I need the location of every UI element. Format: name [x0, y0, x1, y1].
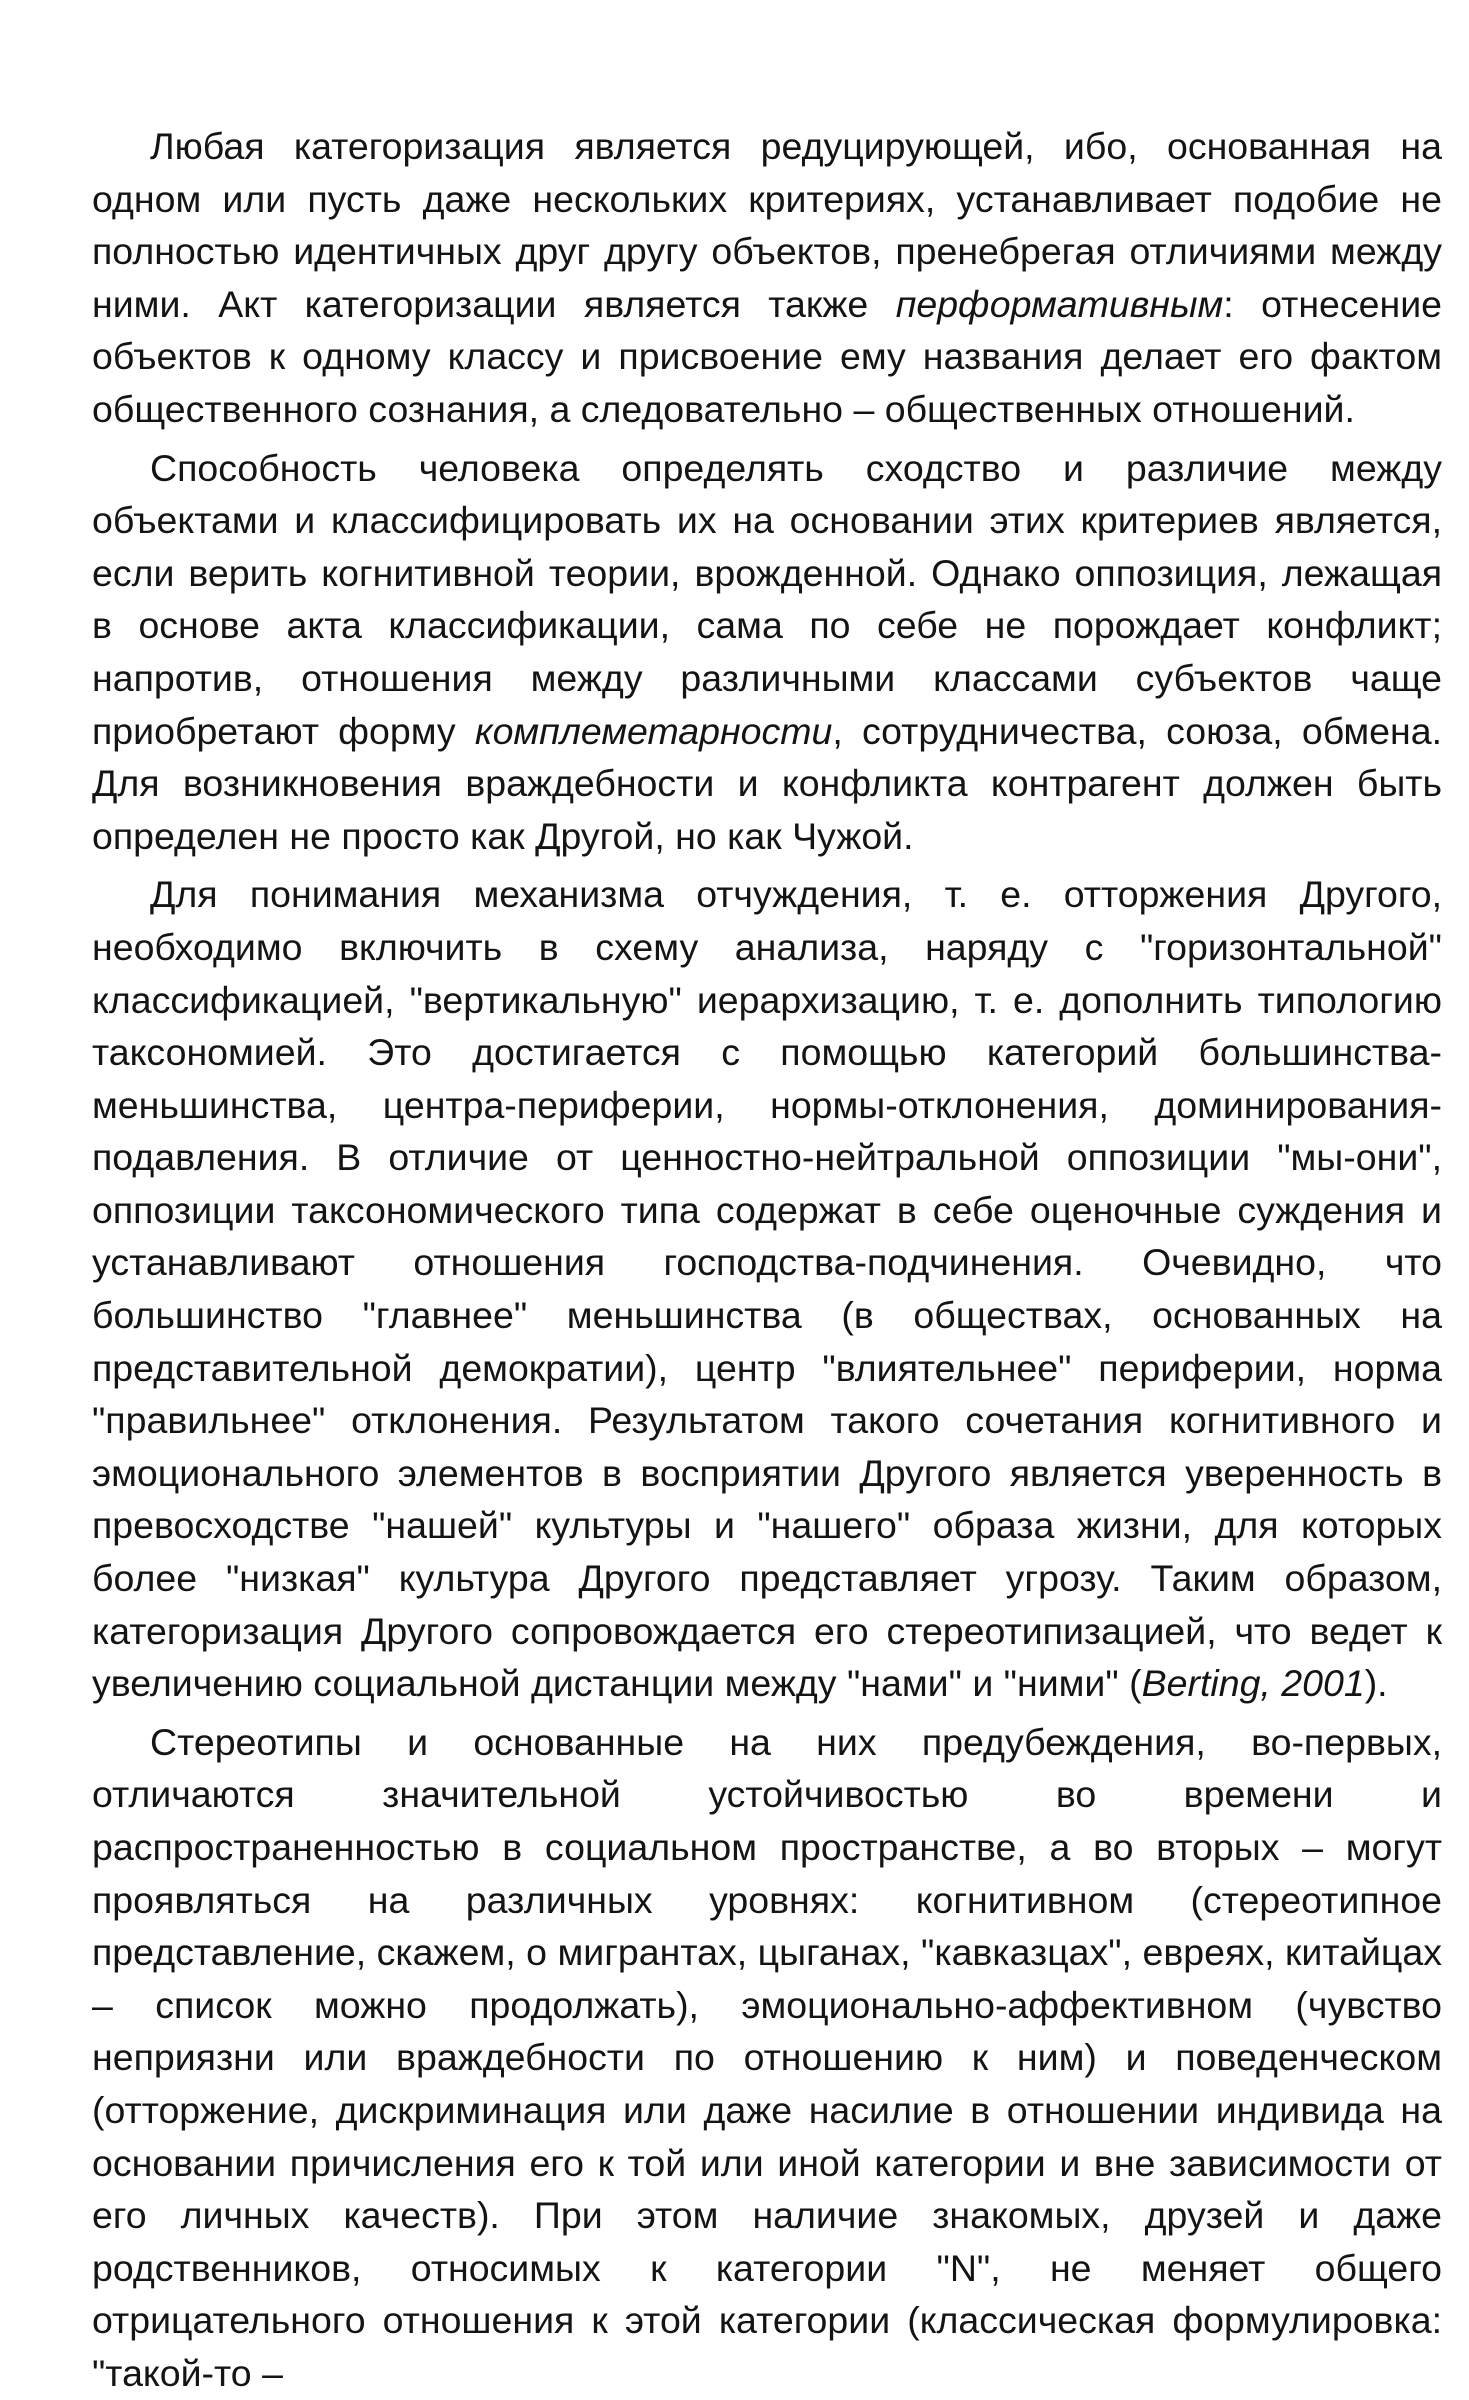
paragraph-3-text-a: Для понимания механизма отчуждения, т. е. отторжения Другого, необходимо включить в схему анализа, наряду с "горизонтальной" классификацией, "вертикальную" иерархизацию, т. е. дополнить типологию таксономией. Это достигается с помощью категорий большинства-меньшинства, центра-периферии, нормы-отклонения, доминирования-подавления. В отличие от ценностно-нейтральной оппозиции "мы-они", оппозиции таксономического типа содержат в себе оценочные суждения и устанавливают отношения господства-подчинения. Очевидно, что большинство "главнее" меньшинства (в обществах, основанных на представительной демократии), центр "влиятельнее" периферии, норма "правильнее" отклонения. Результатом такого сочетания когнитивного и эмоционального элементов в восприятии Другого является уверенность в превосходстве "нашей" культуры и "нашего" образа жизни, для которых более "низкая" культура Другого представляет угрозу. Таким образом, категоризация Другого сопровождается его стереотипизацией, что ведет к увеличению социальной дистанции между "нами" и "ними" ( [92, 873, 1442, 1705]
paragraph-1 [92, 120, 1442, 436]
paragraph-3 [92, 868, 1442, 1710]
paragraph-1-emphasis: перформативным [895, 282, 1224, 325]
page-text [92, 120, 1442, 2400]
paragraph-1-text-b: : отнесение объектов к одному классу и присвоение ему названия делает его фактом общественного сознания, а следовательно – общественных отношений. [92, 282, 1443, 430]
paragraph-2 [92, 442, 1442, 863]
paragraph-1-text-a: Любая категоризация является редуцирующей, ибо, основанная на одном или пусть даже нескольких критериях, устанавливает подобие не полностью идентичных друг другу объектов, пренебрегая отличиями между ними. Акт категоризации является также [92, 125, 1442, 325]
paragraph-4 [92, 1716, 1442, 2400]
paragraph-2-emphasis: комплеметарности [474, 709, 833, 752]
paragraph-3-citation: Berting, 2001 [1141, 1662, 1365, 1705]
paragraph-2-text-b: , сотрудничества, союза, обмена. Для возникновения враждебности и конфликта контрагент должен быть определен не просто как Другой, но как Чужой. [92, 709, 1442, 857]
paragraph-2-text-a: Способность человека определять сходство и различие между объектами и классифицировать их на основании этих критериев является, если верить когнитивной теории, врожденной. Однако оппозиция, лежащая в основе акта классификации, сама по себе не порождает конфликт; напротив, отношения между различными классами субъектов чаще приобретают форму [92, 446, 1442, 752]
paragraph-4-text-a: Стереотипы и основанные на них предубеждения, во-первых, отличаются значительной устойчивостью во времени и распространенностью в социальном пространстве, а во вторых – могут проявляться на различных уровнях: когнитивном (стереотипное представление, скажем, о мигрантах, цыганах, "кавказцах", евреях, китайцах – список можно продолжать), эмоционально-аффективном (чувство неприязни или враждебности по отношению к ним) и поведенческом (отторжение, дискриминация или даже насилие в отношении индивида на основании причисления его к той или иной категории и вне зависимости от его личных качеств). При этом наличие знакомых, друзей и даже родственников, относимых к категории "N", не меняет общего отрицательного отношения к этой категории (классическая формулировка: "такой-то – [92, 1720, 1442, 2394]
paragraph-3-text-b: ). [1364, 1662, 1388, 1705]
